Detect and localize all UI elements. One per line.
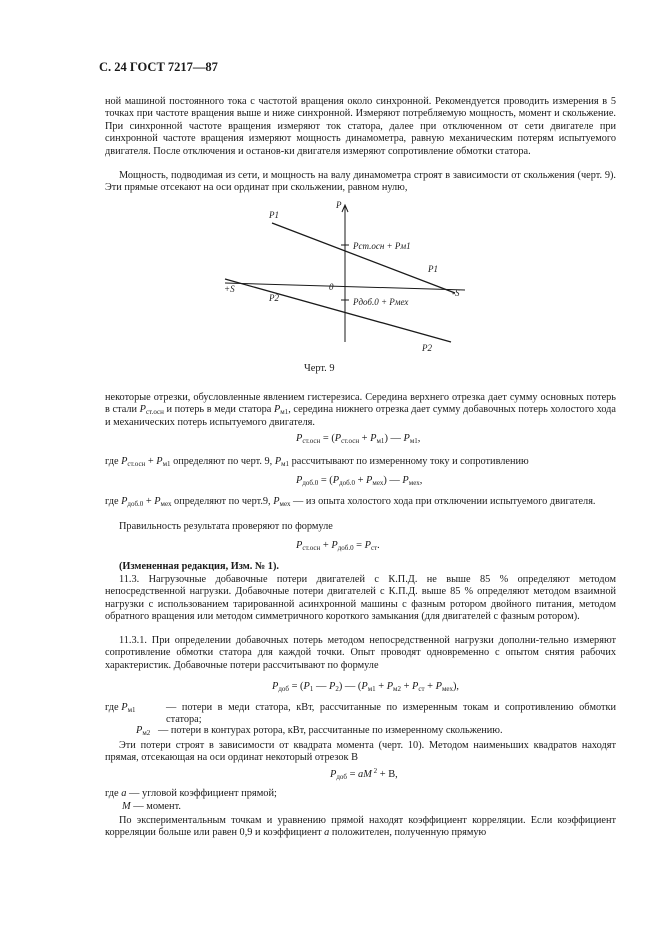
paragraph-5: где $P_{доб.0} + P_{мех}$ определяют по черт.9, $P_{мех}$ — из опыта холостого хода при отключении испытуемого двигателя. — [105, 496, 596, 508]
paragraph-6: Правильность результата проверяют по формуле — [119, 521, 333, 532]
formula-pst-osn: $P_{ст.осн} = (P_{ст.осн} + P_{м1})$ — $P_{м1}$, — [296, 433, 421, 445]
where-pm1-prefix: где $P_{м1}$ — [105, 702, 136, 714]
label-zero: 0 — [329, 282, 334, 292]
formula-check: $P_{ст.осн} + P_{доб.0} = P_{ст}$. — [296, 540, 380, 552]
label-p1-top: P1 — [269, 210, 279, 220]
line-p1 — [272, 223, 455, 293]
paragraph-11-3: 11.3. Нагрузочные добавочные потери двигателей с К.П.Д. не выше 85 % определяют методом непосредственной нагрузки. Добавочные потери двигателей с К.П.Д. выше 85 % определяют методом взаимной нагрузки с использованием тарированной асинхронной машины с фазным ротором двойного питания, методом обратного вращения или методом симметричного короткого замыкания (для двигателей с фазным ротором). — [105, 574, 616, 623]
label-lower-intercept: Pдоб.0 + Pмех — [353, 297, 409, 307]
where-pm2-prefix: $P_{м2}$ — [136, 725, 151, 737]
label-plus-s: +S — [224, 284, 235, 294]
paragraph-3: некоторые отрезки, обусловленные явлением гистерезиса. Середина верхнего отрезка дает сумму основных потерь в стали $P_{ст.осн}$ и потерь в меди статора $P_{м1}$, середина нижнего отрезка дает сумму добавочных потерь холостого хода и механических потерь испытуемого двигателя. — [105, 392, 616, 428]
paragraph-1: ной машиной постоянного тока с частотой вращения около синхронной. Рекомендуется проводить измерения в 5 точках при частоте вращения выше и ниже синхронной. Измеряют потребляемую мощность, момент и скольжение. При синхронной частоте вращения измеряют ток статора, далее при отключенном от сети двигателе при синхронной частоте вращения измеряют мощность динамометра, равную механическим потерям испытуемого двигателя. После отключения и останов-ки двигателя измеряют сопротивление обмотки статора. — [105, 96, 616, 157]
paragraph-2: Мощность, подводимая из сети, и мощность на валу динамометра строят в зависимости от скольжения (черт. 9). Эти прямые отсекают на оси ординат при скольжении, равном нулю, — [105, 170, 616, 194]
label-p1-right: P1 — [428, 264, 438, 274]
formula-pdob-regression: $P_{доб}$ = aM $^2$ + В, — [330, 767, 398, 781]
label-upper-intercept: Pст.осн + Pм1 — [353, 241, 411, 251]
paragraph-10: По экспериментальным точкам и уравнению прямой находят коэффициент корреляции. Если коэффициент корреляции больше или равен 0,9 и коэффициент a положителен, полученную прямую — [105, 815, 616, 839]
label-p2-left: P2 — [269, 293, 279, 303]
formula-pdob: $P_{доб.0} = (P_{доб.0} + P_{мех})$ — $P_{мех}$, — [296, 475, 423, 487]
where-pm2: — потери в контурах ротора, кВт, рассчитанные по измеренному скольжению. — [158, 725, 503, 736]
formula-pdob-load: $P_{доб} = (P_1$ — $P_2$) — $(P_{м1} + P_{м2} + P_{ст} + P_{мех})$, — [272, 681, 460, 693]
paragraph-4: где $P_{ст.осн} + P_{м1}$ определяют по черт. 9, $P_{м1}$ рассчитывают по измеренному току и сопротивлению — [105, 456, 529, 468]
figure-9 — [215, 192, 475, 352]
label-p: P — [336, 200, 342, 210]
paragraph-9: Эти потери строят в зависимости от квадрата момента (черт. 10). Методом наименьших квадратов находят прямая, отсекающая на оси ординат некоторый отрезок В — [105, 740, 616, 764]
page-header: С. 24 ГОСТ 7217—87 — [99, 60, 218, 74]
label-p2-bottom: P2 — [422, 343, 432, 352]
paragraph-11-3-1: 11.3.1. При определении добавочных потерь методом непосредственной нагрузки дополни-тельно измеряют сопротивление обмотки статора для каждой точки. Опыт проводят одновременно с опытом снятия рабочих характеристик. Добавочные потери рассчитывают по формуле — [105, 635, 616, 671]
label-minus-s: -S — [452, 288, 460, 298]
where-m: M — момент. — [122, 801, 181, 812]
figure-caption: Черт. 9 — [304, 363, 335, 374]
where-pm1: — потери в меди статора, кВт, рассчитанные по измеренным токам и сопротивлению обмотки статора; — [166, 702, 616, 726]
where-a: где a — угловой коэффициент прямой; — [105, 788, 277, 799]
change-note: (Измененная редакция, Изм. № 1). — [119, 561, 279, 572]
